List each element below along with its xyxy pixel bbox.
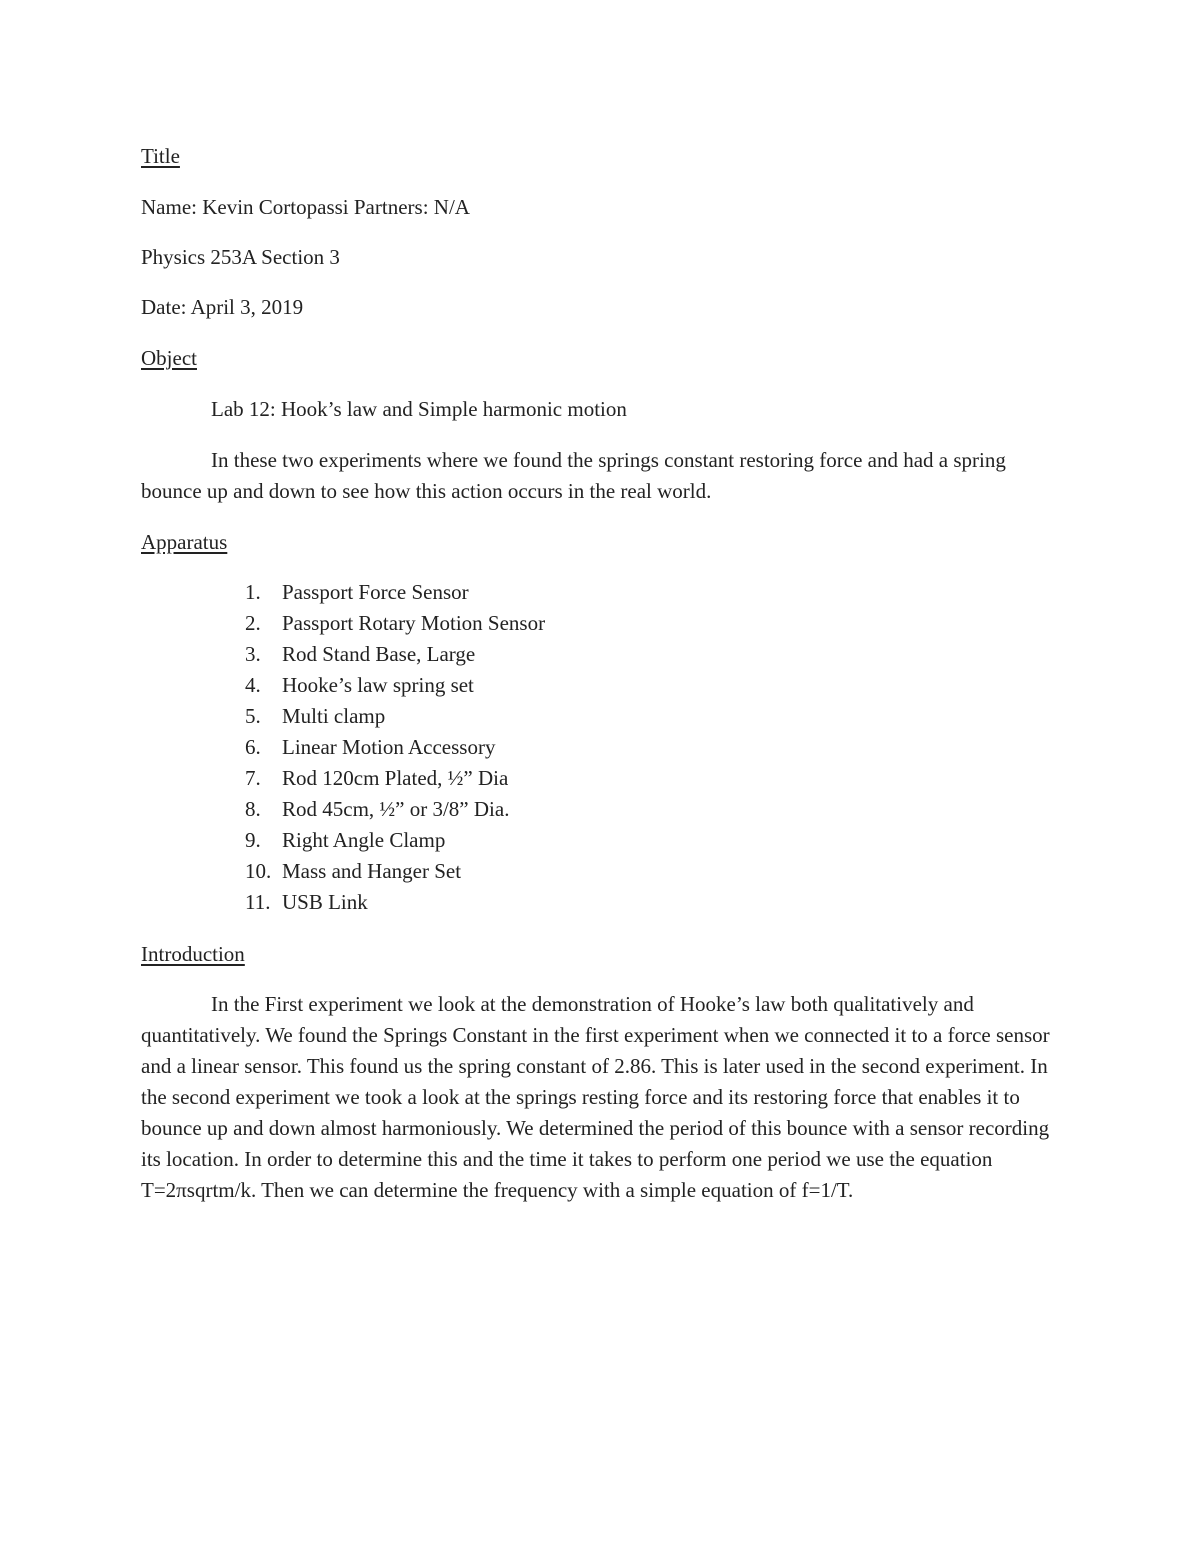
list-item xyxy=(245,732,545,763)
list-item-label: Linear Motion Accessory xyxy=(282,735,496,759)
object-paragraph-text: In these two experiments where we found the springs constant restoring force and had a spring bounce up and down to see how this action occurs in the real world. xyxy=(141,448,1006,503)
date-line: Date: April 3, 2019 xyxy=(141,295,304,319)
list-item xyxy=(245,639,545,670)
list-item-number: 10. xyxy=(245,859,272,883)
object-paragraph xyxy=(141,445,1061,507)
lab-title: Lab 12: Hook’s law and Simple harmonic motion xyxy=(211,397,627,421)
list-item-label: Rod 120cm Plated, ½” Dia xyxy=(282,766,509,790)
list-item xyxy=(245,794,545,825)
list-item-label: Rod 45cm, ½” or 3/8” Dia. xyxy=(282,797,510,821)
introduction-heading: Introduction xyxy=(141,942,245,966)
list-item-label: Hooke’s law spring set xyxy=(282,673,474,697)
course-line: Physics 253A Section 3 xyxy=(141,245,340,269)
list-item-label: Passport Force Sensor xyxy=(282,580,469,604)
apparatus-heading: Apparatus xyxy=(141,530,228,554)
title-heading: Title xyxy=(141,144,180,168)
list-item-label: Rod Stand Base, Large xyxy=(282,642,476,666)
list-item-number: 5. xyxy=(245,704,261,728)
list-item-number: 1. xyxy=(245,580,261,604)
name-line: Name: Kevin Cortopassi Partners: N/A xyxy=(141,195,470,219)
list-item xyxy=(245,856,545,887)
list-item xyxy=(245,608,545,639)
list-item-number: 9. xyxy=(245,828,261,852)
list-item-number: 7. xyxy=(245,766,261,790)
list-item-label: Multi clamp xyxy=(282,704,386,728)
list-item-number: 3. xyxy=(245,642,261,666)
list-item-number: 2. xyxy=(245,611,261,635)
list-item-number: 4. xyxy=(245,673,261,697)
list-item xyxy=(245,825,545,856)
list-item xyxy=(245,887,545,918)
list-item-number: 6. xyxy=(245,735,261,759)
list-item-number: 11. xyxy=(245,890,271,914)
introduction-paragraph-text: In the First experiment we look at the demonstration of Hooke’s law both qualitatively and quantitatively. We found the Springs Constant in the first experiment when we connected it to a force sensor and a linear sensor. This found us the spring constant of 2.86. This is later used in the second experiment. In the second experiment we took a look at the springs resting force and its restoring force that enables it to bounce up and down almost harmoniously. We determined the period of this bounce with a sensor recording its location. In order to determine this and the time it takes to perform one period we use the equation T=2πsqrtm/k. Then we can determine the frequency with a simple equation of f=1/T. xyxy=(141,992,1050,1202)
list-item-label: Passport Rotary Motion Sensor xyxy=(282,611,546,635)
list-item-label: USB Link xyxy=(282,890,368,914)
introduction-paragraph xyxy=(141,989,1061,1206)
object-heading: Object xyxy=(141,346,197,370)
list-item xyxy=(245,577,545,608)
list-item-number: 8. xyxy=(245,797,261,821)
list-item xyxy=(245,670,545,701)
list-item xyxy=(245,763,545,794)
list-item-label: Mass and Hanger Set xyxy=(282,859,462,883)
list-item-label: Right Angle Clamp xyxy=(282,828,446,852)
list-item xyxy=(245,701,545,732)
apparatus-list xyxy=(245,577,545,918)
